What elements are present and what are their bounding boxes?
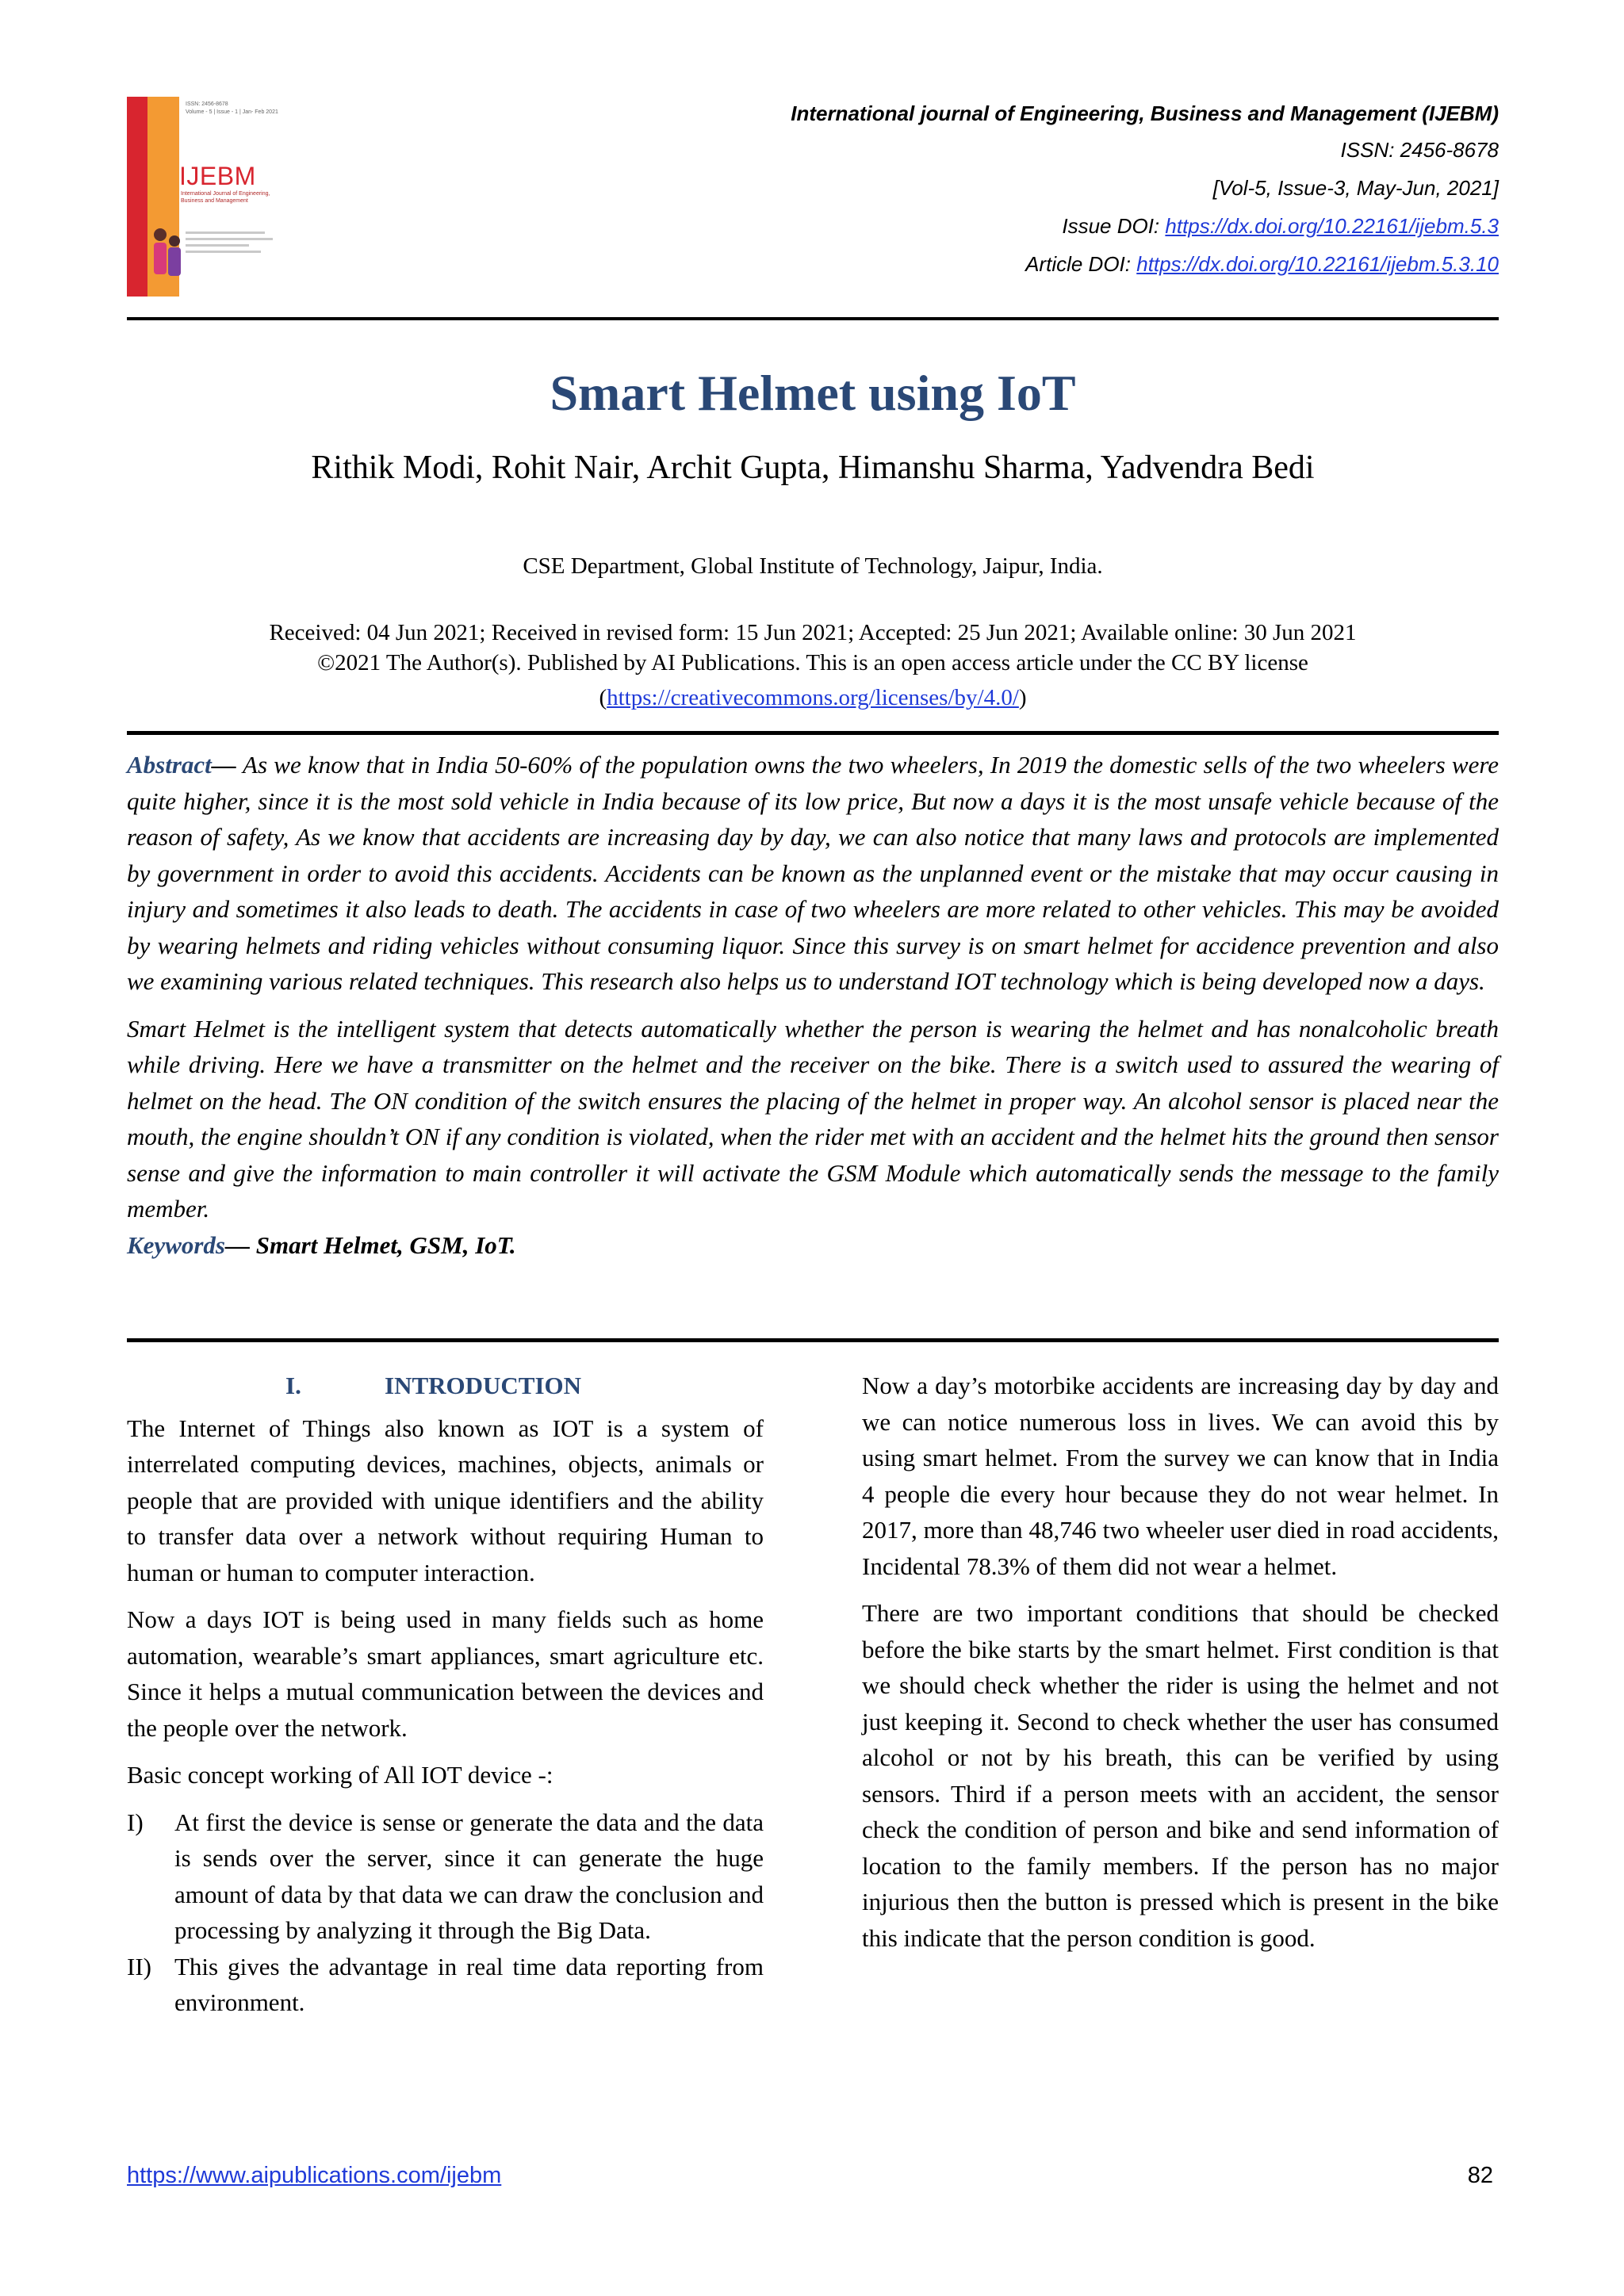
cover-issn: ISSN: 2456-8678 <box>186 101 228 107</box>
license-close-paren: ) <box>1018 685 1027 710</box>
paper-copyright: ©2021 The Author(s). Published by AI Publications. This is an open access article under the CC BY license <box>317 650 1308 675</box>
abstract-text-1: As we know that in India 50-60% of the population owns the two wheelers, In 2019 the domestic sells of the two wheelers were quite higher, since it is the most sold vehicle in India because of its low price, But now a days it is the most unsafe vehicle because of the reason of safety, As we know that accidents are increasing day by day, we can also notice that many laws and protocols are implemented by government in order to avoid this accidents. Accidents can be known as the unplanned event or the mistake that may occur causing in injury and sometimes it also leads to death. The accidents in case of two wheelers are more related to other vehicles. This may be avoided by wearing helmets and riding vehicles without consuming liquor. Since this survey is on smart helmet for accidence prevention and also we examining various related techniques. This research also helps us to understand IOT technology which is being developed now a days. <box>127 751 1500 995</box>
abstract-dash: — <box>211 751 243 779</box>
list-marker: I) <box>127 1808 144 1836</box>
section-heading-introduction <box>127 1368 764 1404</box>
paper-authors: Rithik Modi, Rohit Nair, Archit Gupta, Himanshu Sharma, Yadvendra Bedi <box>311 450 1315 486</box>
list-item-text: This gives the advantage in real time data reporting from environment. <box>174 1952 764 2016</box>
header-divider <box>127 317 1499 320</box>
journal-volume: [Vol-5, Issue-3, May-Jun, 2021] <box>1212 176 1499 200</box>
intro-paragraph-4: Now a day’s motorbike accidents are increasing day by day and we can notice numerous loss in lives. We can avoid this by using smart helmet. From the survey we can know that in India 4 people die every hour because they do not wear helmet. In 2017, more than 48,746 two wheeler user died in road accidents, Incidental 78.3% of them did not wear a helmet. <box>862 1372 1499 1580</box>
keywords-dash: — <box>225 1230 256 1259</box>
license-link[interactable]: https://creativecommons.org/licenses/by/4.0/ <box>607 685 1019 710</box>
issue-doi-label: Issue DOI: <box>1062 214 1166 238</box>
body-top-divider <box>127 1338 1499 1342</box>
paper-dates: Received: 04 Jun 2021; Received in revised form: 15 Jun 2021; Accepted: 25 Jun 2021; Available online: 30 Jun 2021 <box>269 620 1357 645</box>
keywords-text: Smart Helmet, GSM, IoT. <box>255 1230 516 1259</box>
cover-text-lines <box>186 232 281 257</box>
list-marker: II) <box>127 1952 151 1980</box>
abstract-paragraph-1 <box>127 747 1499 1000</box>
page-number: 82 <box>1467 2163 1493 2188</box>
abstract-label: Abstract <box>127 751 212 779</box>
article-doi-label: Article DOI: <box>1025 252 1137 276</box>
license-open-paren: ( <box>599 685 607 710</box>
keywords-label: Keywords <box>127 1230 225 1259</box>
journal-cover-logo <box>127 97 293 297</box>
left-column <box>127 1368 764 2021</box>
article-doi-link[interactable]: https://dx.doi.org/10.22161/ijebm.5.3.10 <box>1136 252 1499 276</box>
journal-name: International journal of Engineering, Business and Management (IJEBM) <box>791 101 1499 125</box>
section-number: I. <box>285 1372 301 1399</box>
keywords <box>127 1227 1499 1264</box>
issue-doi <box>626 214 1499 238</box>
abstract-section <box>127 747 1499 1263</box>
intro-paragraph-5: There are two important conditions that should be checked before the bike starts by the smart helmet. First condition is that we should check whether the rider is using the helmet and not just keeping it. Second to check whether the user has consumed alcohol or not by his breath, this can be verified by using sensors. Third if a person meets with an accident, the sensor check the condition of person and bike and send information of location to the family members. If the person has no major injurious then the button is pressed which is present in the bike this indicate that the person condition is good. <box>862 1599 1499 1952</box>
abstract-paragraph-2: Smart Helmet is the intelligent system that detects automatically whether the person is wearing the helmet and has nonalcoholic breath while driving. Here we have a transmitter on the helmet and the receiver on the bike. There is a switch used to assured the wearing of helmet on the head. The ON condition of the switch ensures the placing of the helmet in proper way. An alcohol sensor is placed near the mouth, the engine shouldn’t ON if any condition is violated, when the rider met with an accident and the helmet hits the ground then sensor sense and give the information to main controller it will activate the GSM Module which automatically sends the message to the family member. <box>127 1014 1499 1223</box>
cover-subtitle: International Journal of Engineering, Business and Management <box>181 191 270 204</box>
abstract-top-divider <box>127 731 1499 735</box>
cover-title: IJEBM <box>179 162 256 190</box>
footer-journal-link[interactable]: https://www.aipublications.com/ijebm <box>127 2163 502 2188</box>
cover-red-strip <box>127 97 147 297</box>
article-doi <box>626 252 1499 276</box>
cover-figures-icon <box>151 224 182 279</box>
cover-volume: Volume - 5 | Issue - 1 | Jan- Feb 2021 <box>186 109 278 115</box>
intro-paragraph-3: Basic concept working of All IOT device -: <box>127 1761 553 1789</box>
paper-license <box>127 683 1499 712</box>
intro-paragraph-2: Now a days IOT is being used in many fields such as home automation, wearable’s smart appliances, smart agriculture etc. Since it helps a mutual communication between the devices and the people over the network. <box>127 1605 764 1742</box>
paper-title: Smart Helmet using IoT <box>550 365 1076 421</box>
intro-paragraph-1: The Internet of Things also known as IOT is a system of interrelated computing devices, machines, objects, animals or people that are provided with unique identifiers and the ability to transfer data over a network without requiring Human to human or human to computer interaction. <box>127 1414 764 1586</box>
paper-affiliation: CSE Department, Global Institute of Technology, Jaipur, India. <box>523 553 1103 579</box>
issue-doi-link[interactable]: https://dx.doi.org/10.22161/ijebm.5.3 <box>1165 214 1499 238</box>
journal-issn: ISSN: 2456-8678 <box>1340 138 1499 162</box>
right-column <box>862 1368 1499 1967</box>
section-title: INTRODUCTION <box>385 1372 582 1399</box>
list-item-text: At first the device is sense or generate the data and the data is sends over the server, since it can generate the huge amount of data by that data we can draw the conclusion and processing by analyzing it through the Big Data. <box>174 1808 764 1944</box>
list-item <box>127 1804 764 1949</box>
list-item <box>127 1949 764 2021</box>
